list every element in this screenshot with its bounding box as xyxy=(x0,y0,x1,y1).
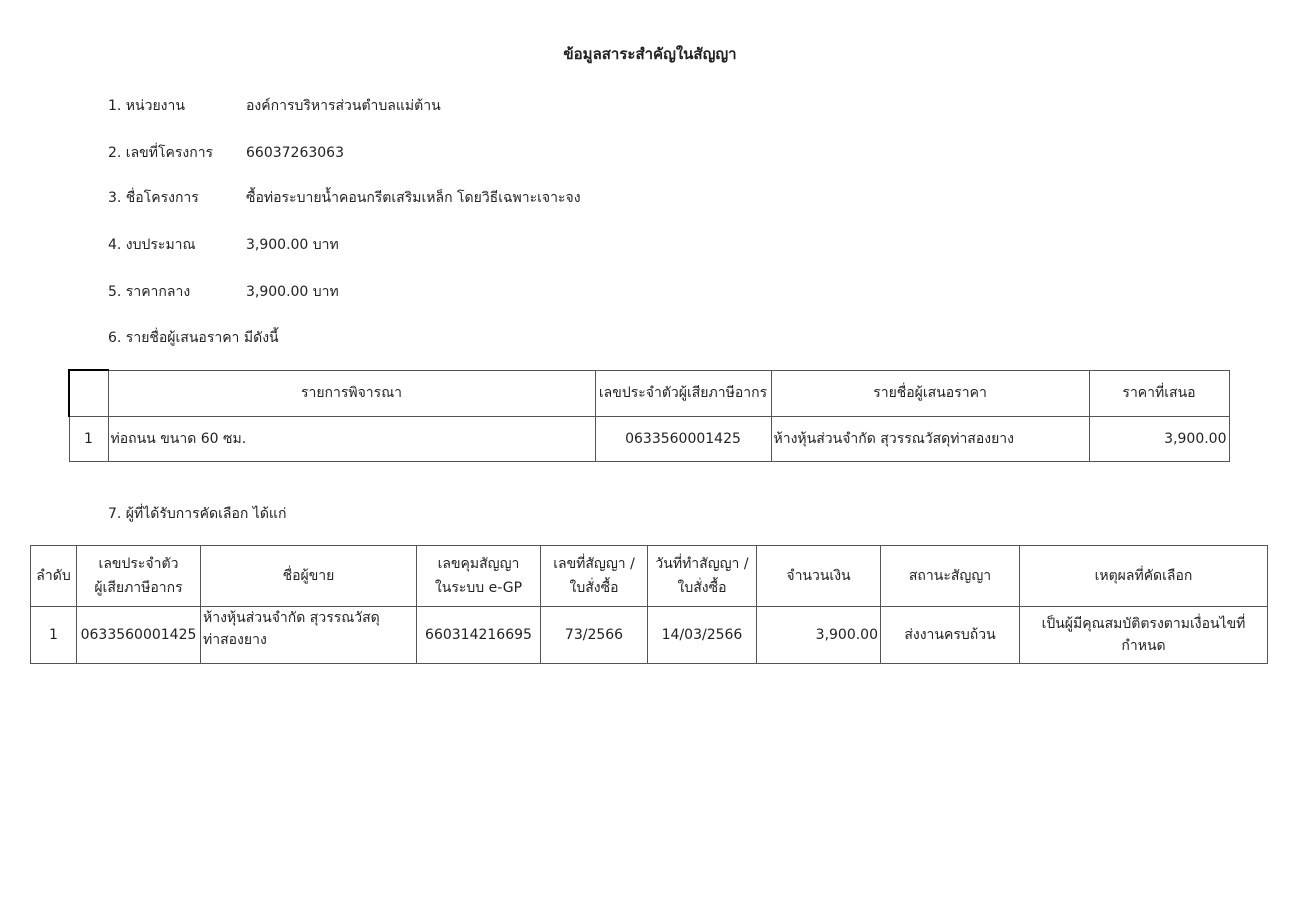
header-control-no xyxy=(417,546,541,607)
table-header-row xyxy=(69,370,1229,417)
header-no: ลำดับ xyxy=(31,546,77,607)
header-line: ใบสั่งซื้อ xyxy=(677,580,727,596)
cell-bidder: ห้างหุ้นส่วนจำกัด สุวรรณวัสดุท่าสองยาง xyxy=(771,417,1089,462)
info-value: 3,900.00 บาท xyxy=(246,237,339,253)
cell-amount: 3,900.00 xyxy=(757,607,881,664)
header-line: เลขประจำตัว xyxy=(98,556,179,572)
cell-seller: ห้างหุ้นส่วนจำกัด สุวรรณวัสดุท่าสองยาง xyxy=(201,607,417,664)
info-label: 5. ราคากลาง xyxy=(108,284,191,300)
bidders-section-label: 6. รายชื่อผู้เสนอราคา มีดังนี้ xyxy=(108,330,279,346)
header-line: ใบสั่งซื้อ xyxy=(569,580,619,596)
winner-table xyxy=(30,545,1268,664)
info-label: 2. เลขที่โครงการ xyxy=(108,145,214,161)
header-line: วันที่ทำสัญญา / xyxy=(655,556,749,572)
info-label: 4. งบประมาณ xyxy=(108,237,196,253)
cell-contract-date: 14/03/2566 xyxy=(648,607,757,664)
cell-no: 1 xyxy=(31,607,77,664)
header-line: ในระบบ e-GP xyxy=(434,580,523,596)
header-price: ราคาที่เสนอ xyxy=(1089,370,1229,417)
document-title: ข้อมูลสาระสำคัญในสัญญา xyxy=(563,45,737,63)
header-no xyxy=(69,370,108,417)
table-row xyxy=(31,607,1268,664)
header-line: เลขที่สัญญา / xyxy=(553,556,635,572)
header-reason: เหตุผลที่คัดเลือก xyxy=(1020,546,1268,607)
header-line: เลขคุมสัญญา xyxy=(437,556,520,572)
cell-price: 3,900.00 xyxy=(1089,417,1229,462)
cell-tax-id: 0633560001425 xyxy=(595,417,771,462)
header-contract-no xyxy=(541,546,648,607)
info-label: 1. หน่วยงาน xyxy=(108,98,185,114)
header-tax-id xyxy=(77,546,201,607)
info-value: องค์การบริหารส่วนตำบลแม่ต้าน xyxy=(246,98,441,114)
winner-section-label: 7. ผู้ที่ได้รับการคัดเลือก ได้แก่ xyxy=(108,506,287,522)
table-header-row xyxy=(31,546,1268,607)
info-value: 3,900.00 บาท xyxy=(246,284,339,300)
cell-tax-id: 0633560001425 xyxy=(77,607,201,664)
cell-item: ท่อถนน ขนาด 60 ซม. xyxy=(108,417,595,462)
header-status: สถานะสัญญา xyxy=(881,546,1020,607)
header-amount: จำนวนเงิน xyxy=(757,546,881,607)
info-value: ซื้อท่อระบายน้ำคอนกรีตเสริมเหล็ก โดยวิธีเฉพาะเจาะจง xyxy=(246,190,581,206)
info-value: 66037263063 xyxy=(246,145,344,161)
header-seller: ชื่อผู้ขาย xyxy=(201,546,417,607)
header-bidder: รายชื่อผู้เสนอราคา xyxy=(771,370,1089,417)
header-line: ผู้เสียภาษีอากร xyxy=(94,580,183,596)
info-label: 3. ชื่อโครงการ xyxy=(108,190,199,206)
table-row xyxy=(69,417,1229,462)
cell-control-no: 660314216695 xyxy=(417,607,541,664)
cell-no: 1 xyxy=(69,417,108,462)
cell-status: ส่งงานครบถ้วน xyxy=(881,607,1020,664)
cell-contract-no: 73/2566 xyxy=(541,607,648,664)
cell-reason: เป็นผู้มีคุณสมบัติตรงตามเงื่อนไขที่กำหนด xyxy=(1020,607,1268,664)
header-contract-date xyxy=(648,546,757,607)
bidders-table xyxy=(68,369,1230,462)
header-item: รายการพิจารณา xyxy=(108,370,595,417)
header-tax-id: เลขประจำตัวผู้เสียภาษีอากร xyxy=(595,370,771,417)
